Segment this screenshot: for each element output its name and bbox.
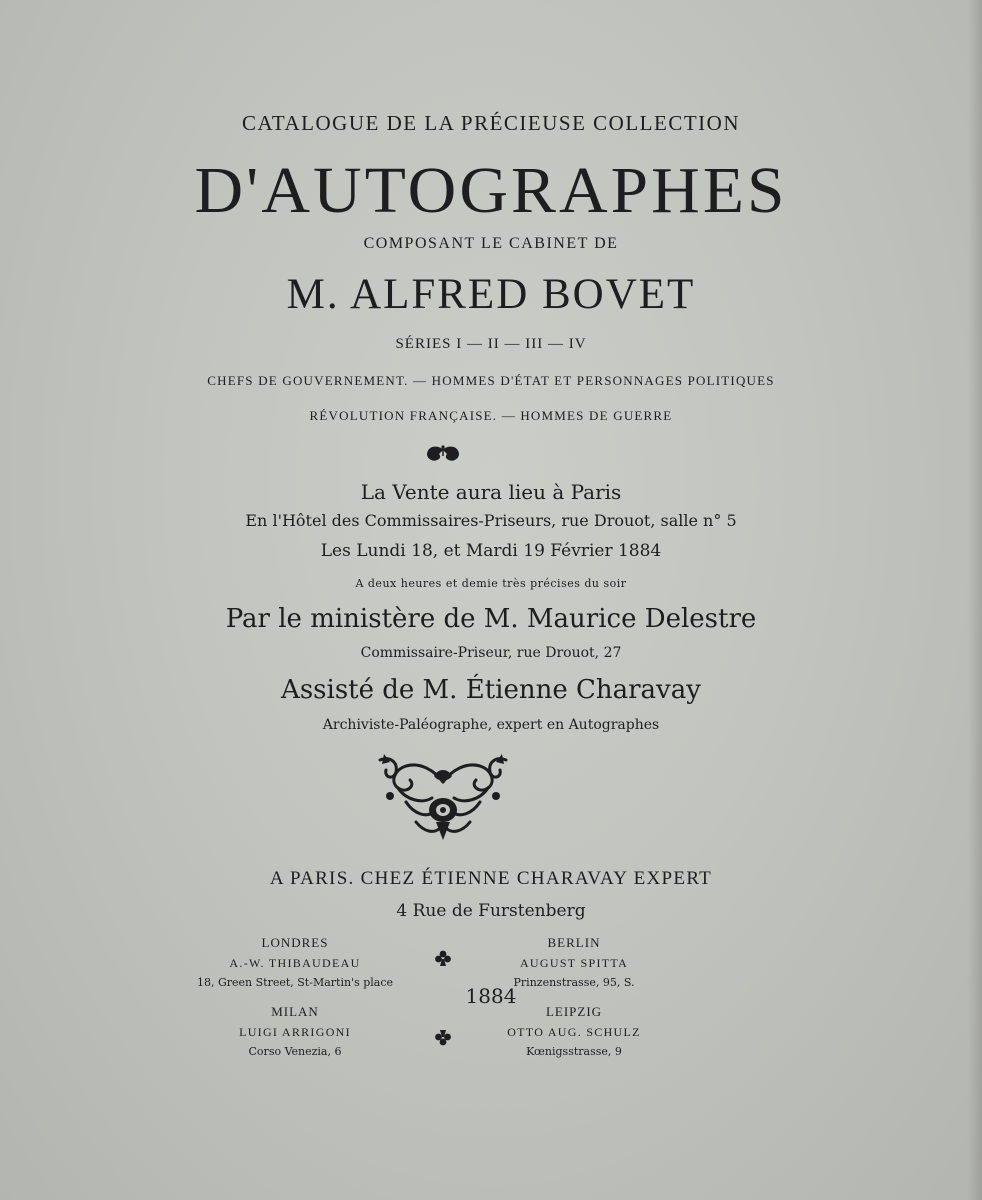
agent-city: LONDRES xyxy=(261,935,329,950)
sale-time-line: A deux heures et demie très précises du soir xyxy=(355,577,627,590)
categories-line-2: RÉVOLUTION FRANÇAISE. — HOMMES DE GUERRE xyxy=(309,408,673,423)
agent-berlin xyxy=(484,936,664,988)
agent-address: Corso Venezia, 6 xyxy=(248,1045,342,1058)
agent-city: BERLIN xyxy=(547,935,601,950)
agent-leipzig xyxy=(484,1005,664,1057)
agent-address: 18, Green Street, St-Martin's place xyxy=(196,976,393,989)
agent-city: MILAN xyxy=(271,1004,319,1019)
agent-address: Kœnigsstrasse, 9 xyxy=(526,1045,622,1058)
sale-location-line: La Vente aura lieu à Paris xyxy=(360,480,622,504)
club-fleuron-icon xyxy=(434,950,452,966)
fleuron-icon xyxy=(424,444,462,466)
publisher-address: 4 Rue de Furstenberg xyxy=(396,901,586,921)
publication-year: 1884 xyxy=(465,984,517,1008)
club-fleuron-icon xyxy=(434,1030,452,1046)
sale-venue-line: En l'Hôtel des Commissaires-Priseurs, rue Drouot, salle n° 5 xyxy=(245,511,737,530)
auctioneer-address: Commissaire-Priseur, rue Drouot, 27 xyxy=(360,645,622,661)
agent-address: Prinzenstrasse, 95, S. xyxy=(513,976,635,989)
agent-milan xyxy=(190,1005,400,1057)
categories-line-1: CHEFS DE GOUVERNEMENT. — HOMMES D'ÉTAT ET PERSONNAGES POLITIQUES xyxy=(207,373,775,388)
agent-name: A.-W. THIBAUDEAU xyxy=(229,956,361,970)
auctioneer-line: Par le ministère de M. Maurice Delestre xyxy=(225,604,757,634)
agent-name: AUGUST SPITTA xyxy=(519,956,629,970)
agent-londres xyxy=(190,936,400,988)
expert-line: Assisté de M. Étienne Charavay xyxy=(281,675,701,705)
agent-city: LEIPZIG xyxy=(545,1004,603,1019)
publisher-line: A PARIS. CHEZ ÉTIENNE CHARAVAY EXPERT xyxy=(269,868,713,889)
catalogue-line: CATALOGUE DE LA PRÉCIEUSE COLLECTION xyxy=(242,111,740,135)
owner-name: M. ALFRED BOVET xyxy=(286,271,696,318)
composant-line: COMPOSANT LE CABINET DE xyxy=(363,235,619,252)
page-edge-shadow xyxy=(968,0,982,1200)
page-title: D'AUTOGRAPHES xyxy=(194,154,788,227)
series-line: SÉRIES I — II — III — IV xyxy=(395,336,587,352)
floral-vignette-icon xyxy=(376,752,510,842)
expert-title: Archiviste-Paléographe, expert en Autographes xyxy=(322,717,660,733)
agent-name: LUIGI ARRIGONI xyxy=(239,1025,351,1039)
sale-dates-line: Les Lundi 18, et Mardi 19 Février 1884 xyxy=(320,541,662,561)
agent-name: OTTO AUG. SCHULZ xyxy=(507,1025,641,1039)
